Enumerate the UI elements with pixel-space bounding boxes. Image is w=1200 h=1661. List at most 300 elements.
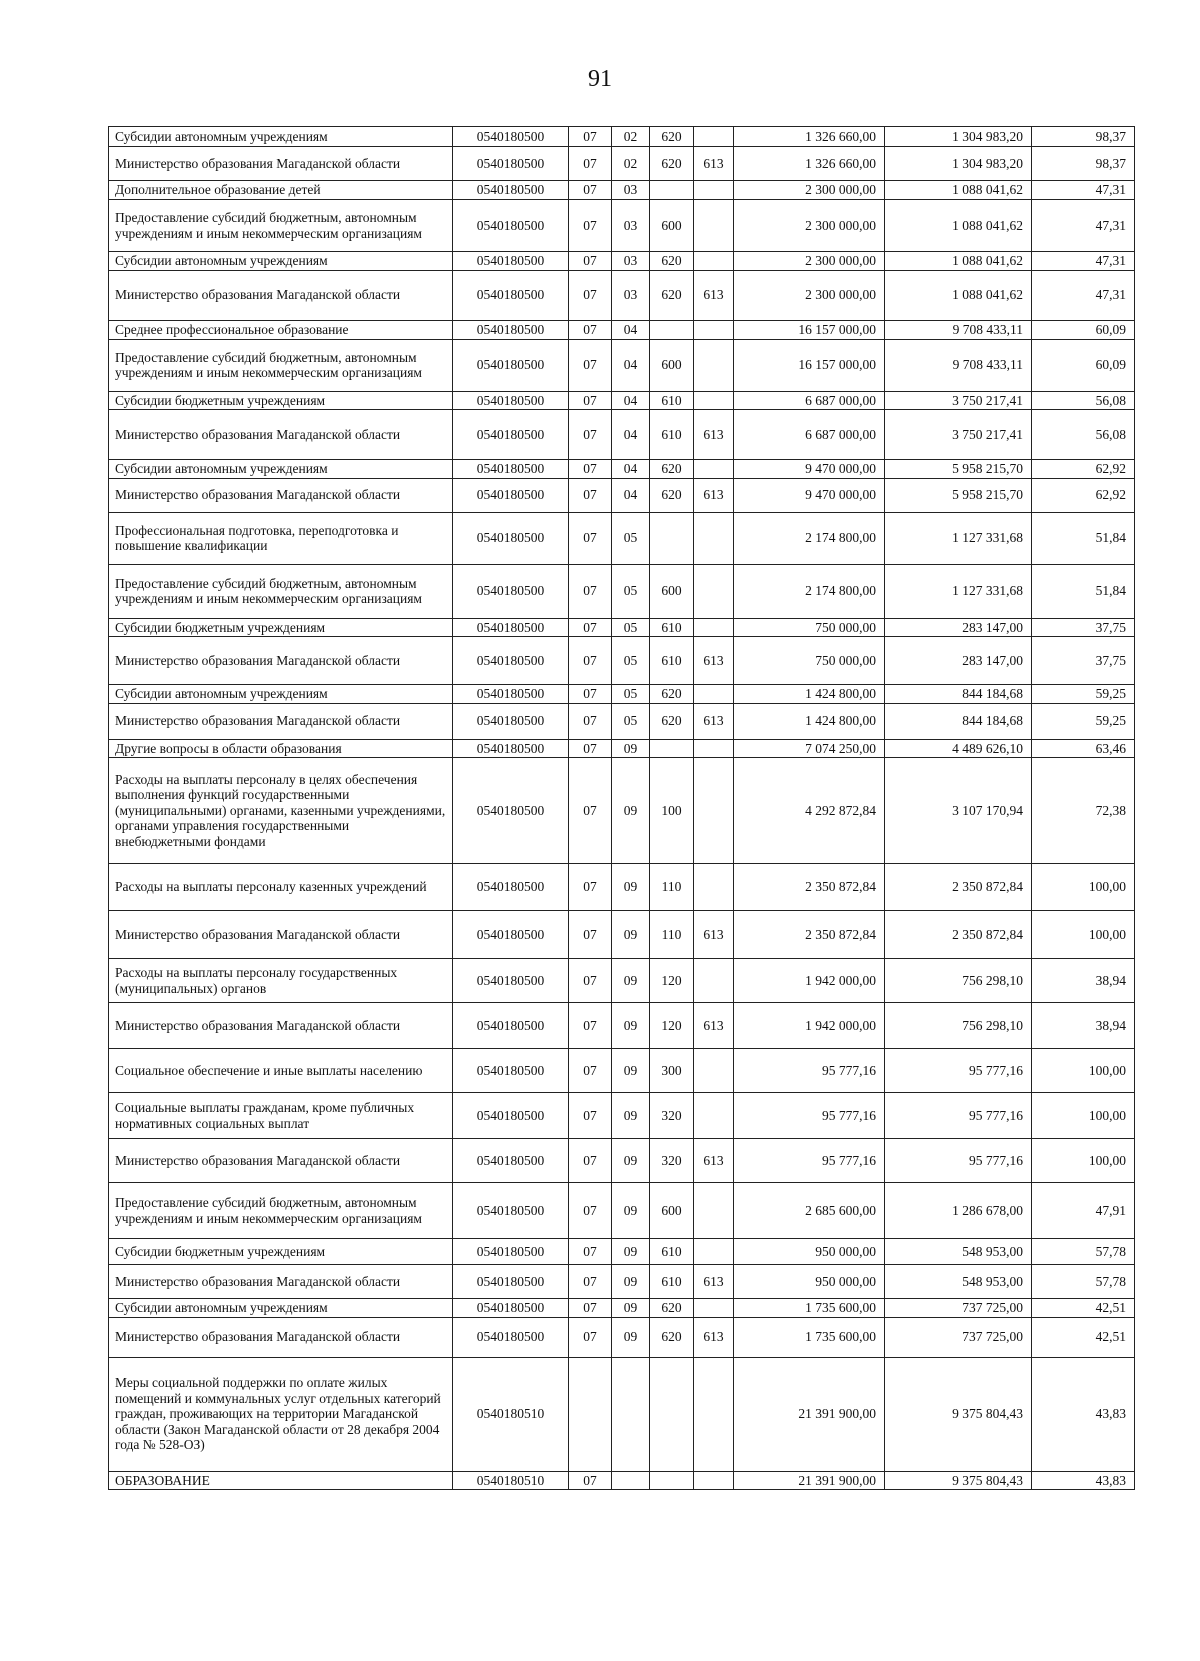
- cell-section: 07: [569, 181, 612, 200]
- table-row: [109, 1299, 1135, 1318]
- cell-percent: 62,92: [1032, 460, 1135, 479]
- cell-percent: 100,00: [1032, 911, 1135, 959]
- cell-expense-type: 600: [650, 200, 694, 252]
- cell-section: [569, 1357, 612, 1471]
- cell-planned: 750 000,00: [734, 618, 885, 637]
- cell-name: Министерство образования Магаданской области: [109, 1265, 453, 1299]
- cell-percent: 42,51: [1032, 1299, 1135, 1318]
- cell-name: Министерство образования Магаданской области: [109, 1317, 453, 1357]
- cell-target-article: 0540180510: [453, 1471, 569, 1490]
- cell-section: 07: [569, 1139, 612, 1183]
- cell-target-article: 0540180500: [453, 618, 569, 637]
- cell-section: 07: [569, 127, 612, 147]
- cell-target-article: 0540180500: [453, 864, 569, 911]
- cell-executed: 9 708 433,11: [885, 339, 1032, 391]
- cell-name: Расходы на выплаты персоналу государственных (муниципальных) органов: [109, 959, 453, 1003]
- cell-section: 07: [569, 147, 612, 181]
- cell-executed: 9 375 804,43: [885, 1357, 1032, 1471]
- cell-name: Субсидии бюджетным учреждениям: [109, 618, 453, 637]
- cell-planned: 2 350 872,84: [734, 864, 885, 911]
- cell-planned: 6 687 000,00: [734, 410, 885, 460]
- cell-name: Субсидии автономным учреждениям: [109, 252, 453, 271]
- cell-planned: 2 174 800,00: [734, 512, 885, 564]
- cell-executed: 283 147,00: [885, 637, 1032, 685]
- cell-executed: 283 147,00: [885, 618, 1032, 637]
- cell-executed: 1 088 041,62: [885, 270, 1032, 320]
- cell-target-article: 0540180500: [453, 320, 569, 339]
- cell-expense-type: [650, 1357, 694, 1471]
- table-row: [109, 911, 1135, 959]
- cell-planned: 9 470 000,00: [734, 478, 885, 512]
- cell-section: 07: [569, 1265, 612, 1299]
- cell-executed: 2 350 872,84: [885, 911, 1032, 959]
- cell-administrator: [694, 959, 734, 1003]
- cell-subsection: 09: [612, 911, 650, 959]
- cell-executed: 737 725,00: [885, 1299, 1032, 1318]
- cell-section: 07: [569, 564, 612, 618]
- cell-planned: 2 300 000,00: [734, 181, 885, 200]
- table-row: [109, 637, 1135, 685]
- cell-section: 07: [569, 270, 612, 320]
- cell-planned: 950 000,00: [734, 1265, 885, 1299]
- cell-executed: 9 375 804,43: [885, 1471, 1032, 1490]
- cell-name: Меры социальной поддержки по оплате жилых помещений и коммунальных услуг отдельных категорий граждан, проживающих на территории Магаданской области (Закон Магаданской области от 28 декабря 2004 года № 528-ОЗ): [109, 1357, 453, 1471]
- cell-expense-type: 620: [650, 127, 694, 147]
- table-row: [109, 1093, 1135, 1139]
- cell-name: Другие вопросы в области образования: [109, 739, 453, 758]
- table-row: [109, 252, 1135, 271]
- cell-planned: 1 424 800,00: [734, 685, 885, 704]
- cell-subsection: 09: [612, 1049, 650, 1093]
- cell-section: 07: [569, 911, 612, 959]
- cell-percent: 47,91: [1032, 1183, 1135, 1239]
- cell-name: Министерство образования Магаданской области: [109, 703, 453, 739]
- cell-subsection: 05: [612, 685, 650, 704]
- cell-target-article: 0540180500: [453, 1183, 569, 1239]
- cell-planned: 750 000,00: [734, 637, 885, 685]
- cell-target-article: 0540180500: [453, 391, 569, 410]
- cell-executed: 844 184,68: [885, 703, 1032, 739]
- table-row: [109, 512, 1135, 564]
- cell-target-article: 0540180500: [453, 911, 569, 959]
- table-row: [109, 1239, 1135, 1265]
- cell-name: Предоставление субсидий бюджетным, автономным учреждениям и иным некоммерческим организациям: [109, 339, 453, 391]
- table-row: [109, 1317, 1135, 1357]
- cell-target-article: 0540180500: [453, 147, 569, 181]
- cell-section: 07: [569, 959, 612, 1003]
- cell-executed: 548 953,00: [885, 1265, 1032, 1299]
- cell-expense-type: [650, 181, 694, 200]
- cell-expense-type: 620: [650, 703, 694, 739]
- cell-section: 07: [569, 1239, 612, 1265]
- cell-name: Дополнительное образование детей: [109, 181, 453, 200]
- cell-planned: 2 300 000,00: [734, 270, 885, 320]
- cell-subsection: 05: [612, 637, 650, 685]
- cell-administrator: [694, 618, 734, 637]
- cell-percent: 47,31: [1032, 181, 1135, 200]
- cell-target-article: 0540180500: [453, 410, 569, 460]
- cell-target-article: 0540180500: [453, 200, 569, 252]
- cell-name: Предоставление субсидий бюджетным, автономным учреждениям и иным некоммерческим организациям: [109, 1183, 453, 1239]
- table-row: [109, 564, 1135, 618]
- cell-subsection: 09: [612, 739, 650, 758]
- cell-target-article: 0540180500: [453, 739, 569, 758]
- cell-name: Социальное обеспечение и иные выплаты населению: [109, 1049, 453, 1093]
- table-row: [109, 739, 1135, 758]
- cell-expense-type: 620: [650, 460, 694, 479]
- cell-name: Министерство образования Магаданской области: [109, 1139, 453, 1183]
- cell-planned: 95 777,16: [734, 1049, 885, 1093]
- cell-percent: 98,37: [1032, 147, 1135, 181]
- cell-percent: 100,00: [1032, 1049, 1135, 1093]
- cell-section: 07: [569, 739, 612, 758]
- cell-executed: 756 298,10: [885, 1003, 1032, 1049]
- cell-expense-type: 320: [650, 1139, 694, 1183]
- cell-administrator: [694, 1049, 734, 1093]
- cell-subsection: 09: [612, 1139, 650, 1183]
- cell-name: Предоставление субсидий бюджетным, автономным учреждениям и иным некоммерческим организациям: [109, 564, 453, 618]
- cell-section: 07: [569, 391, 612, 410]
- cell-expense-type: 120: [650, 1003, 694, 1049]
- cell-percent: 100,00: [1032, 1093, 1135, 1139]
- cell-subsection: 03: [612, 252, 650, 271]
- cell-administrator: [694, 181, 734, 200]
- cell-expense-type: 620: [650, 1317, 694, 1357]
- cell-subsection: 05: [612, 564, 650, 618]
- cell-planned: 1 942 000,00: [734, 1003, 885, 1049]
- cell-target-article: 0540180500: [453, 339, 569, 391]
- cell-subsection: 03: [612, 270, 650, 320]
- cell-executed: 9 708 433,11: [885, 320, 1032, 339]
- cell-target-article: 0540180500: [453, 1239, 569, 1265]
- cell-percent: 38,94: [1032, 959, 1135, 1003]
- cell-executed: 1 127 331,68: [885, 512, 1032, 564]
- table-row: [109, 339, 1135, 391]
- cell-name: Министерство образования Магаданской области: [109, 147, 453, 181]
- cell-section: 07: [569, 478, 612, 512]
- cell-subsection: 09: [612, 1317, 650, 1357]
- table-row: [109, 703, 1135, 739]
- cell-percent: 72,38: [1032, 758, 1135, 864]
- cell-subsection: [612, 1357, 650, 1471]
- cell-target-article: 0540180500: [453, 1049, 569, 1093]
- cell-name: Субсидии бюджетным учреждениям: [109, 1239, 453, 1265]
- cell-subsection: 05: [612, 512, 650, 564]
- cell-name: Субсидии автономным учреждениям: [109, 1299, 453, 1318]
- cell-section: 07: [569, 1093, 612, 1139]
- cell-expense-type: [650, 1471, 694, 1490]
- cell-expense-type: 620: [650, 1299, 694, 1318]
- cell-target-article: 0540180500: [453, 1093, 569, 1139]
- cell-executed: 3 107 170,94: [885, 758, 1032, 864]
- cell-planned: 16 157 000,00: [734, 339, 885, 391]
- cell-section: 07: [569, 703, 612, 739]
- cell-expense-type: 600: [650, 564, 694, 618]
- table-row: [109, 1003, 1135, 1049]
- cell-administrator: [694, 685, 734, 704]
- cell-percent: 51,84: [1032, 512, 1135, 564]
- cell-percent: 60,09: [1032, 320, 1135, 339]
- cell-expense-type: 610: [650, 410, 694, 460]
- cell-planned: 21 391 900,00: [734, 1471, 885, 1490]
- cell-percent: 59,25: [1032, 685, 1135, 704]
- cell-subsection: 02: [612, 127, 650, 147]
- cell-target-article: 0540180510: [453, 1357, 569, 1471]
- cell-name: Субсидии автономным учреждениям: [109, 460, 453, 479]
- cell-expense-type: 320: [650, 1093, 694, 1139]
- cell-executed: 3 750 217,41: [885, 410, 1032, 460]
- table-row: [109, 618, 1135, 637]
- cell-expense-type: 120: [650, 959, 694, 1003]
- cell-subsection: 05: [612, 703, 650, 739]
- cell-planned: 2 300 000,00: [734, 252, 885, 271]
- cell-target-article: 0540180500: [453, 1265, 569, 1299]
- table-row: [109, 181, 1135, 200]
- cell-target-article: 0540180500: [453, 478, 569, 512]
- cell-administrator: [694, 1471, 734, 1490]
- cell-percent: 100,00: [1032, 864, 1135, 911]
- cell-subsection: 04: [612, 339, 650, 391]
- cell-percent: 57,78: [1032, 1239, 1135, 1265]
- cell-name: Министерство образования Магаданской области: [109, 410, 453, 460]
- cell-percent: 100,00: [1032, 1139, 1135, 1183]
- cell-name: Субсидии бюджетным учреждениям: [109, 391, 453, 410]
- cell-section: 07: [569, 1183, 612, 1239]
- cell-section: 07: [569, 685, 612, 704]
- table-row: [109, 685, 1135, 704]
- table-row: [109, 1357, 1135, 1471]
- cell-subsection: 03: [612, 200, 650, 252]
- cell-percent: 43,83: [1032, 1357, 1135, 1471]
- cell-section: 07: [569, 1299, 612, 1318]
- cell-target-article: 0540180500: [453, 1317, 569, 1357]
- cell-planned: 2 350 872,84: [734, 911, 885, 959]
- cell-percent: 37,75: [1032, 618, 1135, 637]
- cell-expense-type: 300: [650, 1049, 694, 1093]
- cell-target-article: 0540180500: [453, 127, 569, 147]
- cell-administrator: [694, 1183, 734, 1239]
- cell-subsection: 09: [612, 1093, 650, 1139]
- cell-administrator: [694, 252, 734, 271]
- cell-name: Министерство образования Магаданской области: [109, 911, 453, 959]
- cell-name: Министерство образования Магаданской области: [109, 270, 453, 320]
- cell-name: Субсидии автономным учреждениям: [109, 127, 453, 147]
- cell-expense-type: [650, 512, 694, 564]
- cell-planned: 21 391 900,00: [734, 1357, 885, 1471]
- cell-percent: 38,94: [1032, 1003, 1135, 1049]
- cell-name: Министерство образования Магаданской области: [109, 637, 453, 685]
- cell-expense-type: [650, 320, 694, 339]
- cell-administrator: [694, 391, 734, 410]
- cell-planned: 7 074 250,00: [734, 739, 885, 758]
- cell-target-article: 0540180500: [453, 959, 569, 1003]
- cell-subsection: 04: [612, 320, 650, 339]
- cell-name: Предоставление субсидий бюджетным, автономным учреждениям и иным некоммерческим организациям: [109, 200, 453, 252]
- cell-executed: 1 088 041,62: [885, 200, 1032, 252]
- cell-administrator: [694, 564, 734, 618]
- cell-planned: 1 326 660,00: [734, 127, 885, 147]
- cell-executed: 2 350 872,84: [885, 864, 1032, 911]
- cell-executed: 3 750 217,41: [885, 391, 1032, 410]
- cell-subsection: 09: [612, 1003, 650, 1049]
- cell-percent: 42,51: [1032, 1317, 1135, 1357]
- cell-subsection: 05: [612, 618, 650, 637]
- cell-section: 07: [569, 618, 612, 637]
- cell-percent: 98,37: [1032, 127, 1135, 147]
- cell-section: 07: [569, 252, 612, 271]
- cell-target-article: 0540180500: [453, 1299, 569, 1318]
- cell-percent: 56,08: [1032, 410, 1135, 460]
- cell-percent: 63,46: [1032, 739, 1135, 758]
- cell-executed: 1 304 983,20: [885, 147, 1032, 181]
- cell-name: Расходы на выплаты персоналу казенных учреждений: [109, 864, 453, 911]
- cell-administrator: 613: [694, 410, 734, 460]
- cell-expense-type: 600: [650, 1183, 694, 1239]
- table-row: [109, 758, 1135, 864]
- table-row: [109, 1139, 1135, 1183]
- cell-planned: 16 157 000,00: [734, 320, 885, 339]
- cell-expense-type: 610: [650, 637, 694, 685]
- cell-subsection: 09: [612, 864, 650, 911]
- cell-administrator: [694, 1239, 734, 1265]
- cell-executed: 1 286 678,00: [885, 1183, 1032, 1239]
- cell-percent: 47,31: [1032, 270, 1135, 320]
- cell-percent: 59,25: [1032, 703, 1135, 739]
- cell-target-article: 0540180500: [453, 270, 569, 320]
- cell-percent: 60,09: [1032, 339, 1135, 391]
- cell-subsection: 04: [612, 460, 650, 479]
- cell-target-article: 0540180500: [453, 703, 569, 739]
- cell-executed: 5 958 215,70: [885, 478, 1032, 512]
- cell-name: Социальные выплаты гражданам, кроме публичных нормативных социальных выплат: [109, 1093, 453, 1139]
- cell-executed: 95 777,16: [885, 1093, 1032, 1139]
- cell-subsection: 09: [612, 1299, 650, 1318]
- cell-executed: 1 088 041,62: [885, 252, 1032, 271]
- cell-subsection: 09: [612, 1183, 650, 1239]
- cell-subsection: 04: [612, 410, 650, 460]
- cell-percent: 56,08: [1032, 391, 1135, 410]
- cell-administrator: 613: [694, 703, 734, 739]
- cell-executed: 1 127 331,68: [885, 564, 1032, 618]
- cell-expense-type: 620: [650, 270, 694, 320]
- cell-executed: 1 304 983,20: [885, 127, 1032, 147]
- cell-administrator: [694, 320, 734, 339]
- cell-section: 07: [569, 200, 612, 252]
- cell-administrator: 613: [694, 478, 734, 512]
- cell-administrator: 613: [694, 637, 734, 685]
- table-row: [109, 200, 1135, 252]
- cell-executed: 95 777,16: [885, 1139, 1032, 1183]
- cell-administrator: [694, 1357, 734, 1471]
- cell-section: 07: [569, 1471, 612, 1490]
- cell-planned: 1 942 000,00: [734, 959, 885, 1003]
- cell-percent: 47,31: [1032, 252, 1135, 271]
- cell-section: 07: [569, 864, 612, 911]
- cell-administrator: 613: [694, 911, 734, 959]
- cell-planned: 2 174 800,00: [734, 564, 885, 618]
- cell-expense-type: 610: [650, 391, 694, 410]
- cell-executed: 756 298,10: [885, 959, 1032, 1003]
- cell-planned: 9 470 000,00: [734, 460, 885, 479]
- cell-planned: 1 326 660,00: [734, 147, 885, 181]
- table-row: [109, 478, 1135, 512]
- cell-expense-type: 610: [650, 1265, 694, 1299]
- table-row: [109, 1471, 1135, 1490]
- cell-expense-type: 110: [650, 864, 694, 911]
- table-row: [109, 410, 1135, 460]
- cell-executed: 1 088 041,62: [885, 181, 1032, 200]
- cell-administrator: 613: [694, 1003, 734, 1049]
- table-row: [109, 959, 1135, 1003]
- cell-planned: 6 687 000,00: [734, 391, 885, 410]
- cell-planned: 95 777,16: [734, 1139, 885, 1183]
- cell-section: 07: [569, 758, 612, 864]
- cell-expense-type: 620: [650, 685, 694, 704]
- cell-subsection: 04: [612, 478, 650, 512]
- cell-name: Расходы на выплаты персоналу в целях обеспечения выполнения функций государственными (муниципальными) органами, казенными учреждениями, органами управления государственными внебюджетными фондами: [109, 758, 453, 864]
- cell-executed: 5 958 215,70: [885, 460, 1032, 479]
- cell-expense-type: 610: [650, 618, 694, 637]
- cell-administrator: [694, 200, 734, 252]
- cell-planned: 2 685 600,00: [734, 1183, 885, 1239]
- cell-administrator: [694, 127, 734, 147]
- cell-target-article: 0540180500: [453, 1139, 569, 1183]
- cell-expense-type: 620: [650, 252, 694, 271]
- cell-executed: 4 489 626,10: [885, 739, 1032, 758]
- table-row: [109, 1183, 1135, 1239]
- cell-administrator: 613: [694, 1265, 734, 1299]
- table-row: [109, 320, 1135, 339]
- cell-percent: 51,84: [1032, 564, 1135, 618]
- cell-section: 07: [569, 1003, 612, 1049]
- cell-expense-type: [650, 739, 694, 758]
- cell-percent: 37,75: [1032, 637, 1135, 685]
- cell-name: ОБРАЗОВАНИЕ: [109, 1471, 453, 1490]
- cell-target-article: 0540180500: [453, 758, 569, 864]
- cell-name: Профессиональная подготовка, переподготовка и повышение квалификации: [109, 512, 453, 564]
- cell-administrator: 613: [694, 1317, 734, 1357]
- cell-percent: 57,78: [1032, 1265, 1135, 1299]
- cell-administrator: [694, 1093, 734, 1139]
- cell-subsection: 02: [612, 147, 650, 181]
- cell-administrator: 613: [694, 147, 734, 181]
- cell-target-article: 0540180500: [453, 181, 569, 200]
- cell-planned: 95 777,16: [734, 1093, 885, 1139]
- cell-name: Среднее профессиональное образование: [109, 320, 453, 339]
- cell-administrator: [694, 739, 734, 758]
- table-row: [109, 460, 1135, 479]
- cell-expense-type: 610: [650, 1239, 694, 1265]
- table-row: [109, 1265, 1135, 1299]
- cell-section: 07: [569, 320, 612, 339]
- cell-subsection: 09: [612, 758, 650, 864]
- cell-expense-type: 620: [650, 478, 694, 512]
- cell-administrator: [694, 460, 734, 479]
- cell-expense-type: 620: [650, 147, 694, 181]
- cell-section: 07: [569, 339, 612, 391]
- cell-executed: 737 725,00: [885, 1317, 1032, 1357]
- cell-target-article: 0540180500: [453, 685, 569, 704]
- table-row: [109, 127, 1135, 147]
- cell-executed: 548 953,00: [885, 1239, 1032, 1265]
- cell-percent: 43,83: [1032, 1471, 1135, 1490]
- cell-administrator: [694, 339, 734, 391]
- cell-administrator: [694, 1299, 734, 1318]
- cell-section: 07: [569, 460, 612, 479]
- cell-subsection: [612, 1471, 650, 1490]
- cell-name: Министерство образования Магаданской области: [109, 1003, 453, 1049]
- cell-subsection: 09: [612, 959, 650, 1003]
